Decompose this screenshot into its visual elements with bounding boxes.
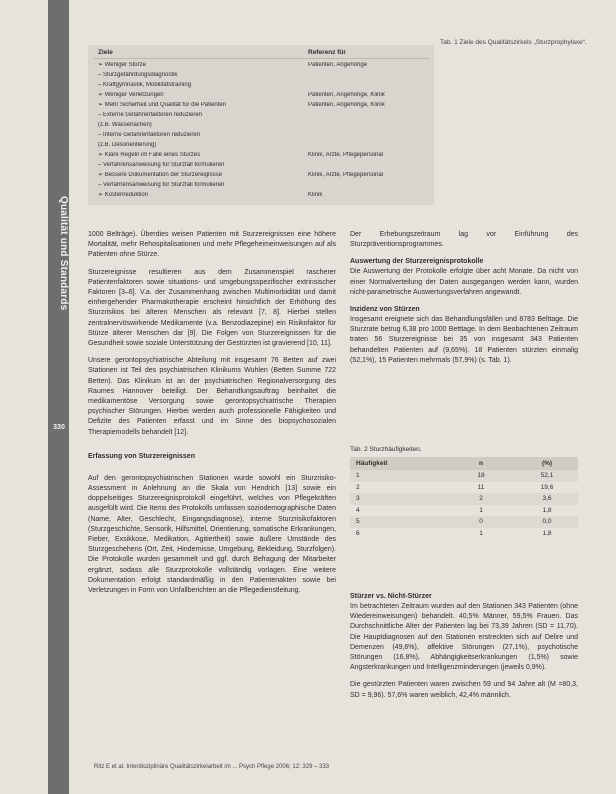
goal-text: (z.B. Desorientierung) <box>98 142 157 148</box>
goals-table-header-ref: Referenz für <box>308 49 346 56</box>
header-percent: (%) <box>541 460 553 467</box>
goal-text: – Interne Gefahrenfaktoren reduzieren <box>98 132 201 138</box>
table-row <box>350 505 578 517</box>
paragraph: Sturzereignisse resultieren aus dem Zusammenspiel rascherer Patientenfaktoren sowie situations- und umgebungsspezifischer extrinsischer Faktoren [3–6]. V.a. der Zusammenhang zwischen Multimorbidität und damit einhergehender Pharmakotherapie erscheint hinsichtlich der Erhöhung des Sturzrisikos bei älteren Menschen als relevant [7, 8]. Hierbei stellen zentralnervöswirkende Medikamente (v.a. Benzodiazepine) ein Risikofaktor für Stürze älterer Menschen dar [9]. Die Folgen von Sturzereignissen für die Gesundheit sowie soziale Unterstützung der Gestürzten ist gravierend [10, 11]. <box>88 268 336 348</box>
fall-table-caption: Tab. 2 Sturzhäufigkeiten. <box>350 446 422 453</box>
table-cell: 1,8 <box>542 506 552 514</box>
reference-text: Klinik, Ärzte, Pflegepersonal <box>308 152 384 158</box>
goal-text: – Kraftgymnastik, Mobilitätstraining <box>98 82 192 88</box>
paragraph: 1000 Belträge). Überdies weisen Patienten mit Sturzereignissen eine höhere Mortalität, mehr Rehospitalisationen und mehr Pflegeheimeinweisungen auf als Patienten ohne Stürze. <box>88 231 336 259</box>
header-n: n <box>479 460 483 467</box>
paragraph: Die gestürzten Patienten waren zwischen 59 und 94 Jahre alt (M =80,3, SD = 9,96). 57,6% waren weiblich, 42,4% männlich. <box>350 681 578 699</box>
table-cell: 2 <box>356 483 360 491</box>
reference-text: Klinik <box>308 192 323 198</box>
divider <box>94 58 430 59</box>
table-row <box>350 470 578 482</box>
table-cell: 1 <box>479 506 483 514</box>
table-cell: 6 <box>356 529 360 537</box>
table-cell: 4 <box>356 506 360 514</box>
paragraph: Die Auswertung der Protokolle erfolgte über acht Monate. Da nicht von einer Normalverteilung der Daten ausgegangen werden kann, wurden nicht-parametrische Auswertungsverfahren angewandt. <box>350 268 578 296</box>
paragraph: Unsere gerontopsychiatrische Abteilung mit insgesamt 76 Betten auf zwei Stationen ist Teil des psychiatrischen Klinikums Wuhlen (Betten Summe 722 Betten). Das Klinikum ist an der psychiatrischen Regionalversorgung des Raumes Hannover beteiligt. Der Behandlungsauftrag beinhaltet die medikamentöse Versorgung sowie gerontopsychiatrische Therapien psychischer Störungen. Hierbei werden auch professionelle Fähigkeiten und Defizite des Patienten erfasst und im Sinne des biopsychosozialen Therapiemodells behandelt [12]. <box>88 357 336 436</box>
goal-text: ➢ Klare Regeln im Falle eines Sturzes <box>98 152 201 158</box>
paragraph: Im betrachteten Zeitraum wurden auf den Stationen 343 Patienten (ohne Wiedereinweisungen) behandelt. 40,5% Männer, 59,5% Frauen. Das Durchschnittliche Alter der Patienten lag bei 73,39 Jahren (SD = 11,70). Die Hauptdiagnosen auf den Stationen erstreckten sich auf Delire und Demenzen (49,6%), affektive Störungen (27,1%), psychotische Störungen (16,8%), Abhängigkeitserkrankungen (1,5%) sowie Angsterkrankungen und Intelligenzminderungen (jeweils 0,9%). <box>350 603 578 672</box>
sidebar-strip <box>48 0 69 794</box>
footer-citation: Ritz E et al. Interdisziplinäre Qualitätszirkelarbeit im ... Psych Pflege 2006; 12: 329 – 333 <box>94 764 330 770</box>
reference-text: Patienten, Angehörige, Klinik <box>308 92 385 98</box>
table-cell: 3 <box>356 495 360 503</box>
table-cell: 19,6 <box>540 483 554 491</box>
reference-text: Patienten, Angehörige <box>308 62 368 68</box>
goal-text: ➢ Bessere Dokumentation der Sturzereignisse <box>98 172 223 178</box>
section-heading: Auswertung der Sturzereignisprotokolle <box>350 258 484 266</box>
header-frequency: Häufigkeit <box>356 460 388 467</box>
paragraph: Insgesamt ereignete sich das Behandlungsfällen und 8783 Belttage. Die Sturzrate betrug 6,38 pro 1000 Betttage. In dem Beobachtenen Zeitraum traten 56 Sturzereignisse bei 35 von insgesamt 343 Patienten behandelten Patienten auf (9,65%). 18 Patienten stürzten einmalig (52,1%), 15 Patienten mehrmals (57,9%) (s. Tab. 1). <box>350 316 578 364</box>
table-row <box>350 528 578 540</box>
paragraph: Der Erhebungszeitraum lag vor Einführung des Sturzpräventionsprogrammes. <box>350 231 578 249</box>
table-cell: 5 <box>356 518 360 526</box>
goal-text: (z.B. Wasserlachen) <box>98 122 152 128</box>
fall-frequency-table <box>350 446 578 539</box>
table-cell: 1 <box>479 529 483 537</box>
table-cell: 1,8 <box>542 529 552 537</box>
goal-text: – Verfahrensanweisung für Sturzfall formulieren <box>98 162 225 168</box>
table-cell: 11 <box>477 483 485 491</box>
table-row <box>350 493 578 505</box>
right-column-top <box>350 230 578 373</box>
goal-text: ➢ Weniger Stürze <box>98 62 146 68</box>
goal-text: ➢ Kostenreduktion <box>98 192 149 198</box>
table-cell: 1 <box>356 472 360 480</box>
goals-table-caption: Tab. 1 Ziele des Qualitätszirkels „Sturzprophylaxe“. <box>440 39 587 46</box>
table-row <box>350 516 578 528</box>
table-cell: 2 <box>479 495 483 503</box>
right-column-bottom <box>350 588 578 708</box>
fall-table-header <box>350 457 578 470</box>
goal-text: ➢ Weniger Verletzungen <box>98 92 164 98</box>
reference-text: Klinik, Ärzte, Pflegepersonal <box>308 172 384 178</box>
table-cell: 3,6 <box>542 495 552 503</box>
reference-text: Patienten, Angehörige, Klinik <box>308 102 385 108</box>
goal-text: – Externe Gefahrenfaktoren reduzieren <box>98 112 203 118</box>
paragraph: Auf den gerontopsychiatrischen Stationen wurde sowohl ein Sturzrisiko-Assessment in Anlehnung an die Skala von Hendrich [13] sowie ein doppelseitiges Sturzereignisprotokoll eingeführt, welches von Pflegekräften ausgefüllt wird. Die Items des Protokolls umfassen soziodemographische Daten (Name, Alter, Geschlecht, Eingangsdiagnose), interne Sturzrisikofaktoren (Sturzgeschichte, Sensorik, Hilfsmittel, Orientierung, somatische Erkrankungen, Fieber, Exsikkose, Medikation, Agitiertheit) sowie äußere Umstände des Sturzgeschehens (Ort, Zeit, Hindernisse, Umgebung, Bekleidung, Sturzfolgen). Die Protokolle wurden gesammelt und ggf. durch Befragung der Mitarbeiter ergänzt, sodass alle Sturzprotokolle vollständig vorlagen. Eine weitere Dokumentation erfolgt standardmäßig in den Patientenakten sowie bei Verletzungen in Form von Unfallberichten an die Pflegedienstleitung. <box>88 474 336 595</box>
table-cell: 0 <box>479 518 483 526</box>
section-heading: Erfassung von Sturzereignissen <box>88 452 195 460</box>
goal-text: – Verfahrensanweisung für Sturzfall formulieren <box>98 182 225 188</box>
goals-table-header-goals: Ziele <box>98 49 113 56</box>
section-label: Qualität und Standards <box>58 195 69 311</box>
goal-text: – Sturzgefährdungsdiagnostik <box>98 72 178 78</box>
goals-table <box>88 45 434 205</box>
table-cell: 0,0 <box>542 518 552 526</box>
section-heading: Inzidenz von Stürzen <box>350 306 420 314</box>
table-row <box>350 482 578 494</box>
left-column <box>88 230 336 603</box>
goal-text: ➢ Mehr Sicherheit und Qualität für die Patienten <box>98 102 227 108</box>
table-cell: 52,1 <box>540 472 554 480</box>
table-cell: 18 <box>477 472 485 480</box>
page-number: 330 <box>53 424 65 431</box>
section-heading: Stürzer vs. Nicht-Stürzer <box>350 593 432 600</box>
